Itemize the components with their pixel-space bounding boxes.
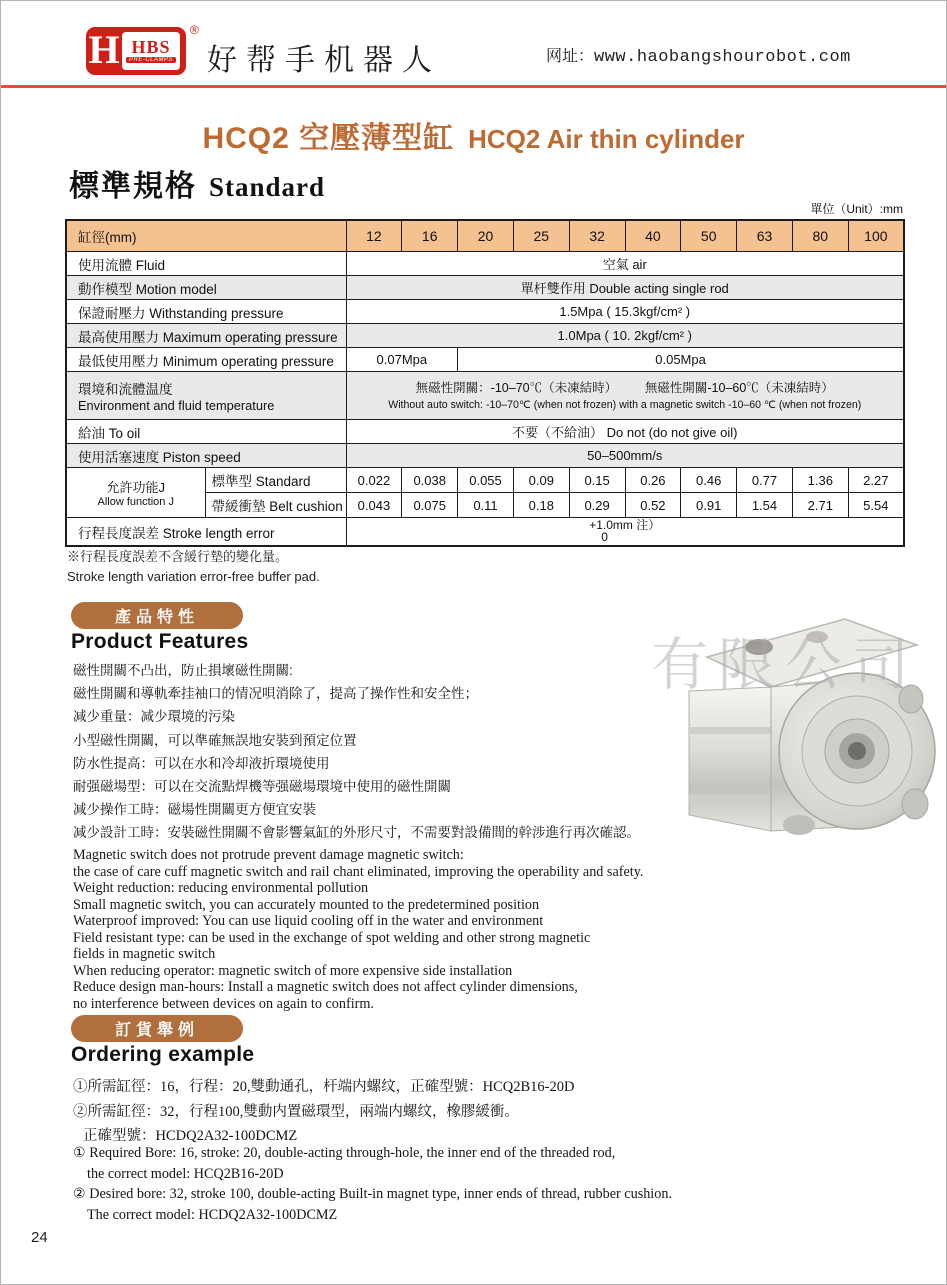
allow-j-value: 0.055: [458, 468, 514, 493]
logo-preclamps-text: PRE-CLAMPS: [126, 57, 176, 63]
features-list: [73, 659, 640, 845]
bore-header-label: 缸徑(mm): [66, 220, 346, 252]
spec-value: 空氣 air: [346, 252, 904, 276]
feature-paragraph-line: Reduce design man-hours: Install a magnetic switch does not affect cylinder dimensions,: [73, 979, 578, 995]
feature-paragraph-line: When reducing operator: magnetic switch of more expensive side installation: [73, 962, 513, 979]
allow-j-value: 0.15: [569, 468, 625, 493]
feature-paragraph-line: Field resistant type: can be used in the exchange of spot welding and other strong magnetic: [73, 929, 591, 946]
bore-size: 40: [625, 220, 681, 252]
feature-item: 防水性提高：可以在水和冷却液折環境使用: [73, 755, 330, 771]
spec-value: 1.5Mpa ( 15.3kgf/cm² ): [346, 300, 904, 324]
website-line: [546, 43, 851, 67]
allow-j-value: 2.71: [792, 493, 848, 518]
spec-value: 1.0Mpa ( 10. 2kgf/cm² ): [346, 324, 904, 348]
allow-j-value: 0.18: [513, 493, 569, 518]
spec-row-label: 保證耐壓力 Withstanding pressure: [66, 300, 346, 324]
stroke-error-label: 行程長度誤差 Stroke length error: [66, 518, 346, 547]
allow-j-value: 0.075: [402, 493, 458, 518]
brand-name: 好帮手机器人: [207, 44, 441, 77]
footnote-zh: ※行程長度誤差不含緩行墊的變化量。: [67, 549, 289, 564]
bore-size: 25: [513, 220, 569, 252]
standard-heading-en: Standard: [209, 172, 326, 202]
spec-table: [65, 219, 905, 547]
standard-heading-zh: 標準規格: [69, 170, 197, 203]
features-heading: Product Features: [71, 630, 249, 653]
features-badge: 產品特性: [71, 602, 243, 629]
bore-size: 80: [792, 220, 848, 252]
feature-item: 小型磁性開關，可以準確無誤地安裝到預定位置: [73, 732, 357, 748]
spec-row-label: 使用流體 Fluid: [66, 252, 346, 276]
header-divider: [1, 85, 946, 88]
cushion-type-label: 標準型 Standard: [205, 468, 346, 493]
feature-paragraph-line: Small magnetic switch, you can accurately mounted to the predetermined position: [73, 896, 540, 913]
allow-j-value: 0.52: [625, 493, 681, 518]
registered-trademark-icon: ®: [190, 23, 199, 37]
feature-item: 减少設計工時：安裝磁性開關不會影響氣缸的外形尺寸，不需要對設備間的幹涉進行再次確認。: [73, 825, 640, 841]
allow-j-value: 0.043: [346, 493, 402, 518]
feature-item: 磁性開關和導軌牽挂袖口的情况唄消除了，提高了操作性和安全性；: [73, 686, 478, 702]
feature-item: 耐强磁場型：可以在交流點焊機等强磁場環境中使用的磁性開關: [73, 778, 451, 794]
spec-value: 0.05Mpa: [458, 348, 904, 372]
ordering-item-zh: ①所需缸徑：16，行程：20,雙動通孔，杆端内螺纹，正確型號：HCQ2B16-20D: [73, 1079, 575, 1095]
allow-j-value: 0.038: [402, 468, 458, 493]
table-footnote: [67, 547, 320, 587]
logo-h-letter: H: [88, 27, 120, 72]
bore-size: 63: [737, 220, 793, 252]
ordering-item-en: the correct model: HCQ2B16-20D: [87, 1165, 284, 1182]
features-paragraph-en: [73, 847, 643, 1012]
logo-hbs-panel: [122, 32, 180, 70]
allow-j-value: 0.91: [681, 493, 737, 518]
ordering-item-zh: ②所需缸徑：32，行程100,雙動内置磁環型，兩端内螺纹，橡膠緩衝。: [73, 1103, 519, 1120]
company-logo: [86, 27, 186, 75]
allow-j-value: 1.36: [792, 468, 848, 493]
allow-j-value: 0.09: [513, 468, 569, 493]
allow-j-value: 0.77: [737, 468, 793, 493]
feature-item: 磁性開關不凸出，防止損壞磁性開關:: [73, 663, 293, 678]
ordering-item-en: ② Desired bore: 32, stroke 100, double-acting Built-in magnet type, inner ends of thread, rubber cushion.: [73, 1186, 672, 1202]
feature-paragraph-line: Weight reduction: reducing environmental pollution: [73, 880, 369, 896]
feature-item: 减少操作工時：磁場性開關更方便宜安裝: [73, 802, 316, 818]
allow-j-value: 0.11: [458, 493, 514, 518]
spec-row-label: 給油 To oil: [66, 420, 346, 444]
allow-j-value: 0.46: [681, 468, 737, 493]
allow-j-value: 2.27: [848, 468, 904, 493]
spec-row-label: 動作模型 Motion model: [66, 276, 346, 300]
stroke-error-value: +1.0mm 注） 0: [346, 518, 904, 547]
bore-size: 50: [681, 220, 737, 252]
allow-j-value: 1.54: [737, 493, 793, 518]
page-title-en: HCQ2 Air thin cylinder: [468, 124, 745, 154]
spec-value: 無磁性開關：-10–70℃（未凍結時） 無磁性開關-10–60℃（未凍結時） Without auto switch: -10–70℃ (when not frozen) with a magnetic switch -10–60 ℃ (when not frozen): [346, 372, 904, 420]
ordering-list-en: [73, 1143, 672, 1225]
bore-size: 20: [458, 220, 514, 252]
page-title-zh: HCQ2 空壓薄型缸: [202, 122, 455, 155]
website-label: 网址：: [546, 48, 595, 65]
ordering-item-en: The correct model: HCDQ2A32-100DCMZ: [87, 1206, 338, 1223]
bore-size: 16: [402, 220, 458, 252]
allow-j-value: 0.26: [625, 468, 681, 493]
feature-paragraph-line: fields in magnetic switch: [73, 946, 216, 962]
allow-j-value: 0.29: [569, 493, 625, 518]
ordering-list-zh: [73, 1075, 574, 1149]
spec-table-wrap: [65, 219, 905, 547]
ordering-heading: Ordering example: [71, 1043, 255, 1066]
feature-paragraph-line: no interference between devices on again to confirm.: [73, 995, 374, 1012]
watermark-text: 有限公司: [651, 634, 919, 697]
feature-paragraph-line: Magnetic switch does not protrude prevent damage magnetic switch:: [73, 847, 464, 863]
spec-row-label: 最低使用壓力 Minimum operating pressure: [66, 348, 346, 372]
spec-row-label: 最高使用壓力 Maximum operating pressure: [66, 324, 346, 348]
ordering-badge: 訂貨舉例: [71, 1015, 243, 1042]
allow-j-value: 5.54: [848, 493, 904, 518]
bore-size: 12: [346, 220, 402, 252]
spec-value: 0.07Mpa: [346, 348, 458, 372]
feature-paragraph-line: Waterproof improved: You can use liquid cooling off in the water and environment: [73, 913, 544, 929]
spec-row-label: 環境和流體温度 Environment and fluid temperature: [66, 372, 346, 420]
footnote-en: Stroke length variation error-free buffer pad.: [67, 569, 320, 584]
allow-function-label: 允許功能J Allow function J: [66, 468, 205, 518]
spec-value: 50–500mm/s: [346, 444, 904, 468]
bore-size: 100: [848, 220, 904, 252]
logo-hbs-text: HBS: [131, 37, 171, 57]
cushion-type-label: 帶緩衝墊 Belt cushion: [205, 493, 346, 518]
bore-size: 32: [569, 220, 625, 252]
ordering-item-en: ① Required Bore: 16, stroke: 20, double-acting through-hole, the inner end of the threaded rod,: [73, 1145, 616, 1161]
standard-section-heading: [69, 161, 325, 205]
spec-row-label: 使用活塞速度 Piston speed: [66, 444, 346, 468]
spec-value: 單杆雙作用 Double acting single rod: [346, 276, 904, 300]
feature-paragraph-line: the case of care cuff magnetic switch and rail chant eliminated, improving the operability and safety.: [73, 863, 644, 880]
allow-j-value: 0.022: [346, 468, 402, 493]
page-title: [1, 113, 946, 157]
website-url: www.haobangshourobot.com: [594, 48, 851, 67]
ordering-item-zh: 正確型號：HCDQ2A32-100DCMZ: [83, 1128, 298, 1144]
page-number: 24: [31, 1229, 48, 1246]
spec-value: 不要（不給油） Do not (do not give oil): [346, 420, 904, 444]
unit-label: 單位（Unit）:mm: [810, 202, 903, 216]
feature-item: 减少重量：减少環境的污染: [73, 709, 235, 725]
